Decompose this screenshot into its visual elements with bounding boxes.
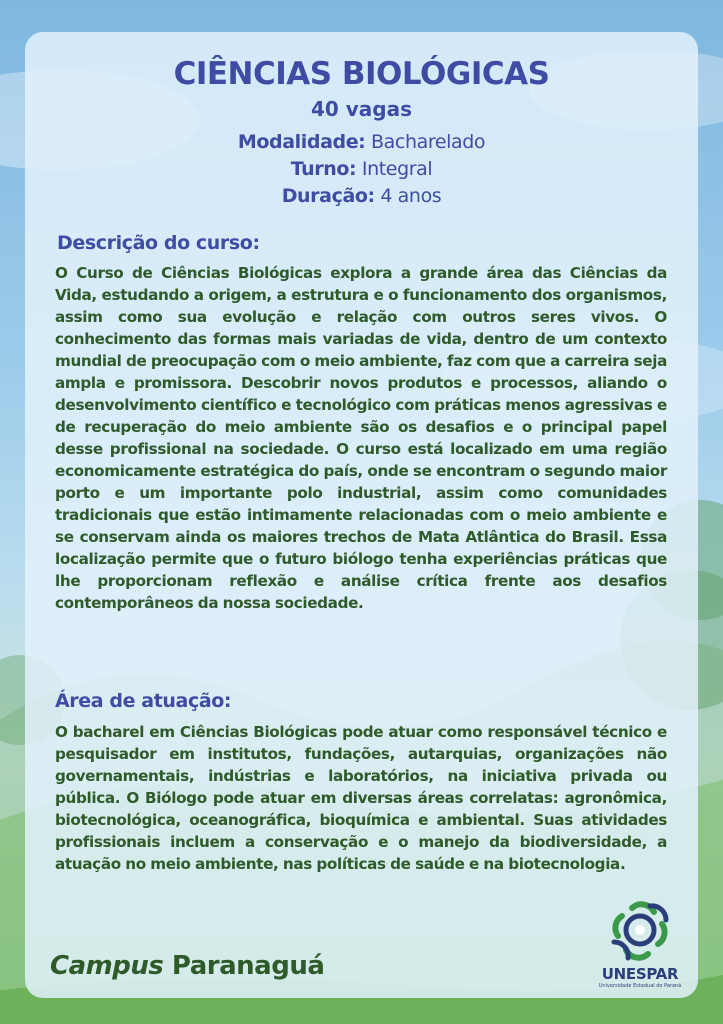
campus-label — [50, 951, 324, 981]
logo-subtitle: Universidade Estadual do Paraná — [598, 983, 682, 989]
vacancies-count: 40 vagas — [310, 97, 413, 121]
course-title: CIÊNCIAS BIOLÓGICAS — [173, 56, 550, 92]
field-of-work-heading: Área de atuação: — [55, 690, 232, 712]
shift-label: Turno: — [290, 158, 357, 180]
duration-label: Duração: — [281, 185, 375, 207]
duration-line — [0, 185, 723, 207]
duration-value: 4 anos — [380, 185, 442, 207]
logo-name: UNESPAR — [601, 965, 679, 983]
campus-name: Paranaguá — [171, 951, 325, 981]
campus-word: Campus — [50, 951, 164, 981]
modality-label: Modalidade: — [237, 131, 366, 153]
shift-value: Integral — [361, 158, 433, 180]
description-text: O Curso de Ciências Biológicas explora a grande área das Ciências da Vida, estudando a origem, a estrutura e o funcionamento dos organismos, assim como sua evolução e relação com outros seres vivos. O conhecimento das formas mais variadas de vida, dentro de um contexto mundial de preocupação com o meio ambiente, faz com que a carreira seja ampla e promissora. Descobrir novos produtos e processos, aliando o desenvolvimento científico e tecnológico com práticas menos agressivas e de recuperação do meio ambiente são os desafios e o principal papel desse profissional na sociedade. O curso está localizado em uma região economicamente estratégica do país, onde se encontram o segundo maior porto e um importante polo industrial, assim como comunidades tradicionais que estão intimamente relacionadas com o meio ambiente e se conservam ainda os maiores trechos de Mata Atlântica do Brasil. Essa localização permite que o futuro biólogo tenha experiências práticas que lhe proporcionam reflexão e análise crítica frente aos desafios contemporâneos da nossa sociedade. — [55, 264, 667, 612]
modality-value: Bacharelado — [371, 131, 486, 153]
field-of-work-text: O bacharel em Ciências Biológicas pode atuar como responsável técnico e pesquisador em institutos, fundações, autarquias, organizações não governamentais, indústrias e laboratórios, na iniciativa privada ou pública. O Biólogo pode atuar em diversas áreas correlatas: agronômica, biotecnológica, oceanográfica, bioquímica e ambiental. Suas atividades profissionais incluem a conservação e o manejo da biodiversidade, a atuação no meio ambiente, nas políticas de saúde e na biotecnologia. — [55, 723, 667, 873]
unespar-emblem-icon — [596, 895, 684, 965]
description-heading: Descrição do curso: — [57, 232, 260, 254]
modality-line — [0, 131, 723, 153]
unespar-logo — [596, 895, 684, 995]
shift-line — [0, 158, 723, 180]
